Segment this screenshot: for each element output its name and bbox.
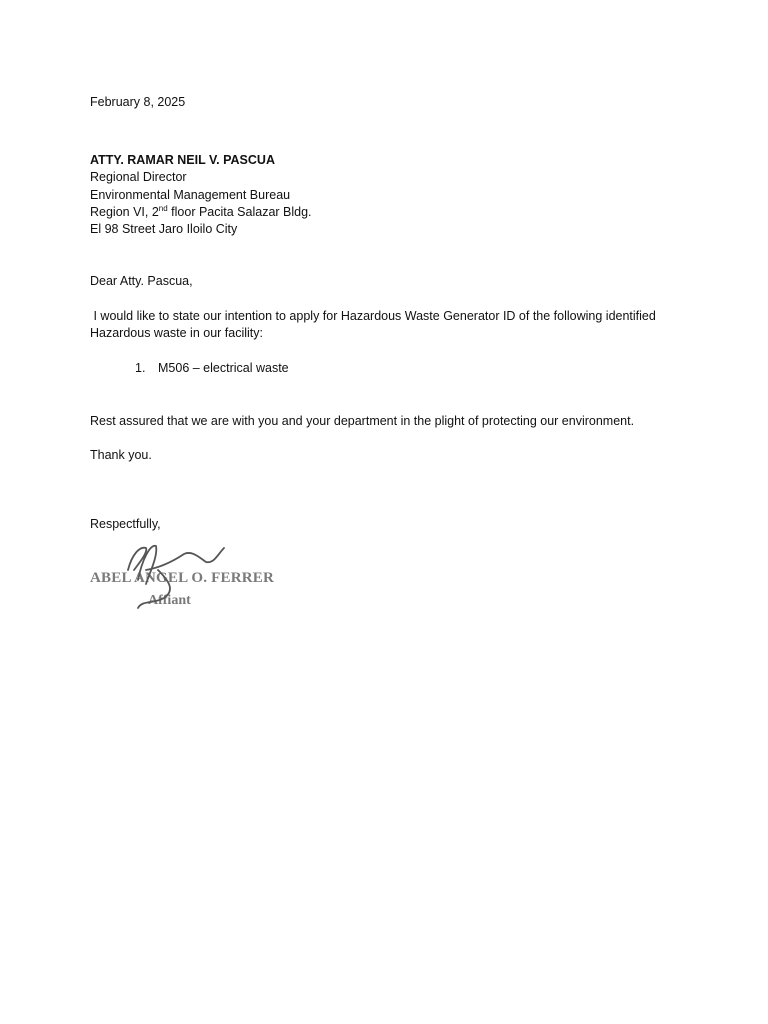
waste-list	[135, 360, 289, 377]
assurance-paragraph: Rest assured that we are with you and your department in the plight of protecting our environment.	[90, 414, 635, 428]
recipient-address-line1	[90, 204, 312, 221]
intro-paragraph: I would like to state our intention to apply for Hazardous Waste Generator ID of the following identified Hazardous waste in our facility:	[90, 309, 660, 340]
signatory-name: ABEL ANGEL O. FERRER	[90, 570, 275, 586]
list-item-number: 1.	[135, 361, 146, 375]
recipient-name: ATTY. RAMAR NEIL V. PASCUA	[90, 153, 275, 167]
recipient-title: Regional Director	[90, 170, 187, 185]
letter-date: February 8, 2025	[90, 95, 186, 109]
list-item	[135, 360, 289, 377]
handwritten-signature	[88, 540, 298, 615]
address-line1-post: floor Pacita Salazar Bldg.	[167, 204, 312, 219]
list-item-text: M506 – electrical waste	[158, 361, 289, 375]
closing-line: Respectfully,	[90, 517, 161, 531]
recipient-block	[90, 152, 312, 238]
address-line1-sup: nd	[158, 203, 168, 213]
signature-block	[88, 540, 298, 615]
thanks-line: Thank you.	[90, 448, 152, 462]
recipient-address-line2: El 98 Street Jaro Iloilo City	[90, 222, 238, 237]
salutation: Dear Atty. Pascua,	[90, 274, 193, 288]
signatory-title: Affiant	[148, 593, 191, 608]
address-line1-pre: Region VI, 2	[90, 204, 159, 219]
recipient-office: Environmental Management Bureau	[90, 187, 291, 202]
